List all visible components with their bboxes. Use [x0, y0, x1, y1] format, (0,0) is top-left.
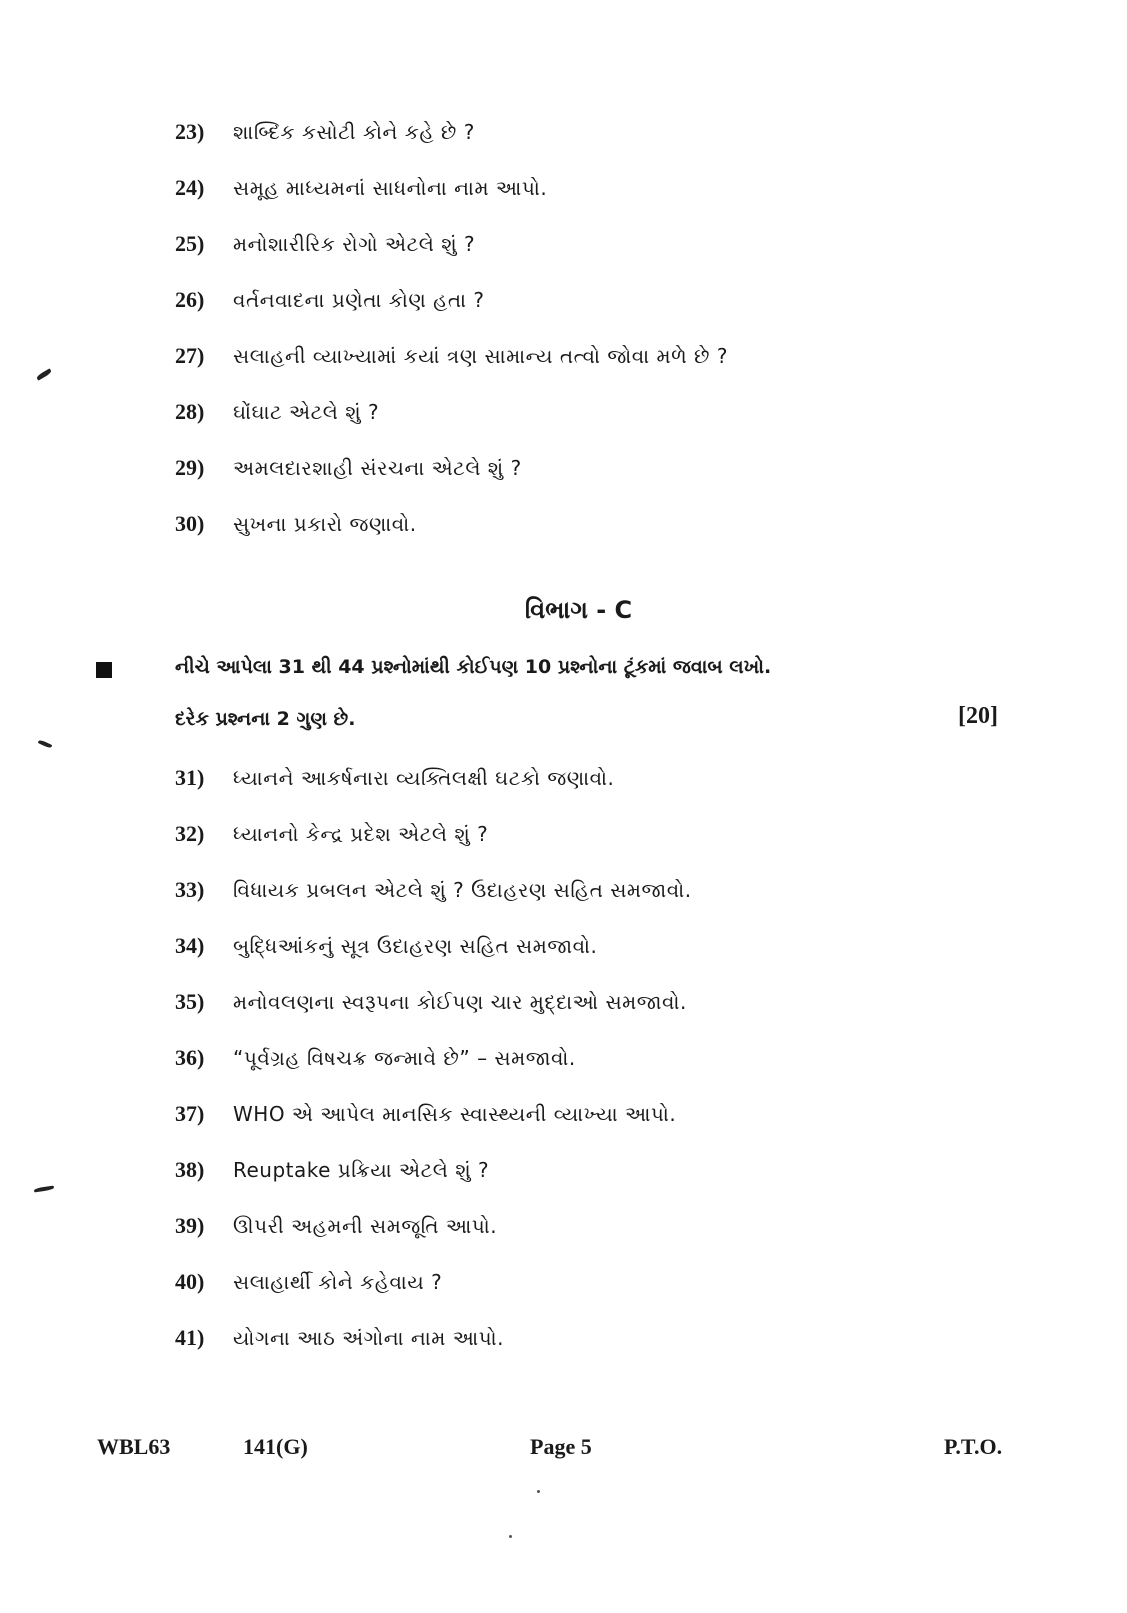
question-text: “પૂર્વગ્રહ વિષચક્ર જન્માવે છે” – સમજાવો.: [233, 1046, 576, 1070]
question-34: [175, 926, 597, 966]
footer-pto: P.T.O.: [944, 1434, 1003, 1459]
section-marks: [20]: [958, 703, 998, 729]
ink-mark-icon: [38, 739, 52, 749]
marks-instruction: દરેક પ્રશ્નના 2 ગુણ છે.: [175, 708, 356, 730]
question-text: અમલદારશાહી સંરચના એટલે શું ?: [233, 456, 522, 480]
question-text: બુદ્ધિઆંકનું સૂત્ર ઉદાહરણ સહિત સમજાવો.: [233, 934, 598, 958]
question-39: [175, 1206, 497, 1246]
question-32: [175, 814, 488, 854]
question-28: [175, 392, 379, 432]
question-number: 27): [175, 343, 205, 368]
question-text: મનોવલણના સ્વરૂપના કોઈપણ ચાર મુદ્દાઓ સમજાવો.: [233, 990, 687, 1014]
question-number: 41): [175, 1325, 205, 1350]
ink-mark-icon: [34, 1186, 54, 1193]
section-instruction: નીચે આપેલા 31 થી 44 પ્રશ્નોમાંથી કોઈપણ 10 પ્રશ્નોના ટૂંકમાં જવાબ લખો.: [175, 656, 772, 678]
question-number: 28): [175, 399, 205, 424]
question-24: [175, 168, 547, 208]
question-text: ધ્યાનને આકર્ષનારા વ્યક્તિલક્ષી ઘટકો જણાવો.: [233, 766, 615, 790]
question-33: [175, 870, 692, 910]
footer-page-number: Page 5: [530, 1434, 592, 1459]
question-31: [175, 758, 614, 798]
question-number: 40): [175, 1269, 205, 1294]
question-text: સમૂહ માધ્યમનાં સાધનોના નામ આપો.: [233, 176, 548, 200]
question-number: 33): [175, 877, 205, 902]
question-37: [175, 1094, 676, 1134]
question-27: [175, 336, 728, 376]
question-25: [175, 224, 475, 264]
question-number: 29): [175, 455, 205, 480]
question-number: 26): [175, 287, 205, 312]
question-30: [175, 504, 417, 544]
question-number: 24): [175, 175, 205, 200]
square-bullet-icon: [96, 662, 112, 678]
question-number: 31): [175, 765, 205, 790]
question-number: 32): [175, 821, 205, 846]
question-40: [175, 1262, 442, 1302]
question-text: WHO એ આપેલ માનસિક સ્વાસ્થ્યની વ્યાખ્યા આપો.: [233, 1102, 677, 1126]
question-text: વર્તનવાદના પ્રણેતા કોણ હતા ?: [233, 288, 485, 312]
question-text: સુખના પ્રકારો જણાવો.: [233, 512, 417, 536]
question-text: સલાહાર્થી કોને કહેવાય ?: [233, 1270, 443, 1294]
question-text: ઘોંઘાટ એટલે શું ?: [233, 400, 380, 424]
question-36: [175, 1038, 576, 1078]
question-number: 37): [175, 1101, 205, 1126]
question-text: સલાહની વ્યાખ્યામાં કયાં ત્રણ સામાન્ય તત્વો જોવા મળે છે ?: [233, 344, 728, 368]
scan-dot-icon: [509, 1535, 512, 1538]
question-35: [175, 982, 687, 1022]
question-text: ઊપરી અહમની સમજૂતિ આપો.: [233, 1214, 498, 1238]
question-text: યોગના આઠ અંગોના નામ આપો.: [233, 1326, 504, 1350]
question-text: Reuptake પ્રક્રિયા એટલે શું ?: [233, 1158, 490, 1182]
question-number: 36): [175, 1045, 205, 1070]
question-23: [175, 112, 475, 152]
question-41: [175, 1318, 504, 1358]
question-29: [175, 448, 522, 488]
question-number: 38): [175, 1157, 205, 1182]
footer-code: WBL63: [97, 1434, 171, 1459]
question-26: [175, 280, 485, 320]
question-text: શાબ્દિક કસોટી કોને કહે છે ?: [233, 120, 475, 144]
ink-mark-icon: [36, 368, 52, 380]
question-text: વિધાયક પ્રબલન એટલે શું ? ઉદાહરણ સહિત સમજાવો.: [233, 878, 692, 902]
scan-dot-icon: [537, 1490, 540, 1493]
question-text: ધ્યાનનો કેન્દ્ર પ્રદેશ એટલે શું ?: [233, 822, 489, 846]
question-number: 34): [175, 933, 205, 958]
section-title: વિભાગ - C: [524, 596, 633, 624]
question-number: 23): [175, 119, 205, 144]
question-number: 30): [175, 511, 205, 536]
footer-paper-code: 141(G): [243, 1434, 308, 1459]
question-number: 25): [175, 231, 205, 256]
question-38: [175, 1150, 489, 1190]
question-number: 39): [175, 1213, 205, 1238]
question-text: મનોશારીરિક રોગો એટલે શું ?: [233, 232, 476, 256]
question-number: 35): [175, 989, 205, 1014]
